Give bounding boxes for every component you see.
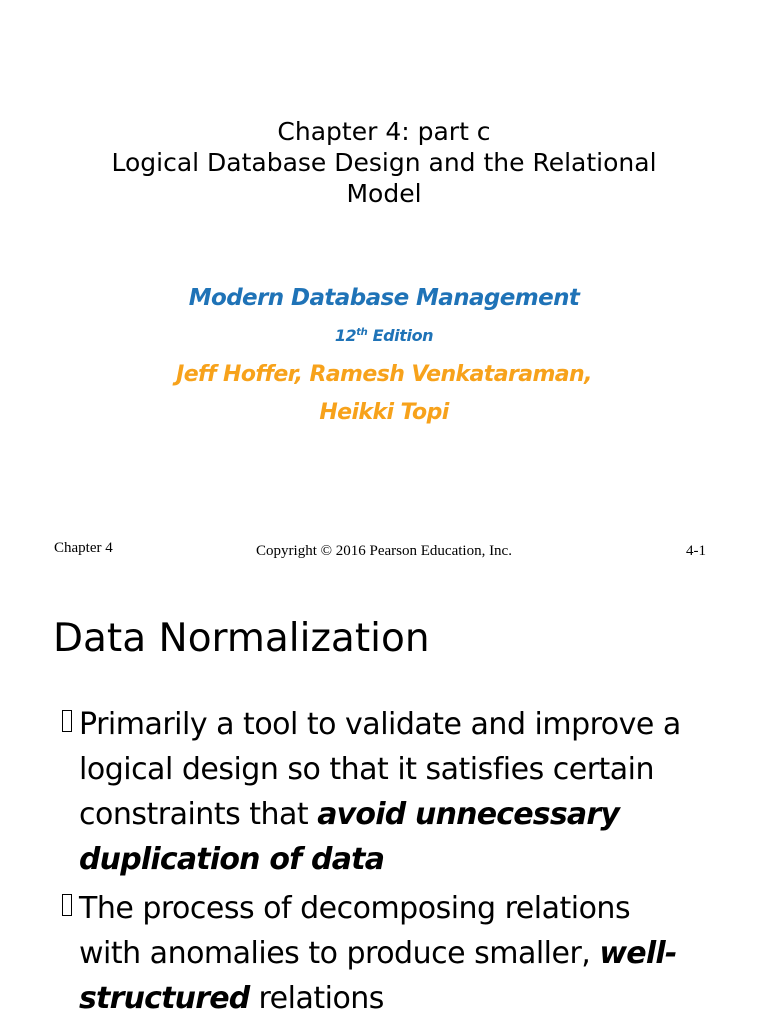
bullet-text-line: Primarily a tool to validate and improve a	[79, 707, 681, 742]
edition-number: 12	[334, 326, 357, 345]
footer-copyright: Copyright © 2016 Pearson Education, Inc.	[256, 543, 512, 559]
bullet-text-emphasis: well-	[599, 936, 677, 971]
slide-title: Data Normalization	[53, 616, 430, 661]
bullet-text-plain: constraints that	[79, 797, 318, 832]
bullet-text-emphasis: duplication of data	[79, 842, 385, 877]
edition	[0, 326, 768, 345]
bullet-text-emphasis: avoid unnecessary	[317, 797, 620, 832]
authors-line-2: Heikki Topi	[319, 400, 449, 425]
slide-2	[0, 576, 768, 1024]
title-line-2: Logical Database Design and the Relational	[111, 148, 657, 177]
bullet-text-plain: with anomalies to produce smaller,	[79, 936, 600, 971]
bullet-item	[62, 886, 742, 1021]
bullet-text-line: The process of decomposing relations	[79, 891, 631, 926]
bullet-item	[62, 702, 742, 882]
bullet-list	[62, 702, 742, 1025]
authors-line-1: Jeff Hoffer, Ramesh Venkataraman,	[176, 362, 592, 387]
authors	[0, 356, 768, 432]
bullet-text-line	[79, 792, 742, 837]
missing-glyph-box-icon	[62, 710, 72, 732]
bullet-text-line	[79, 976, 742, 1021]
bullet-text-plain: relations	[249, 981, 384, 1016]
edition-word: Edition	[367, 326, 434, 345]
bullet-text-line	[79, 931, 742, 976]
title-line-3: Model	[346, 179, 422, 208]
title-line-1: Chapter 4: part c	[277, 117, 491, 146]
edition-suffix: th	[356, 327, 368, 338]
bullet-text-emphasis: structured	[79, 981, 250, 1016]
book-title: Modern Database Management	[188, 285, 580, 311]
footer-chapter: Chapter 4	[54, 540, 113, 556]
footer-page-number: 4-1	[686, 543, 706, 559]
missing-glyph-box-icon	[62, 894, 72, 916]
bullet-text-line: logical design so that it satisfies certain	[79, 752, 655, 787]
slide-title	[60, 116, 708, 209]
